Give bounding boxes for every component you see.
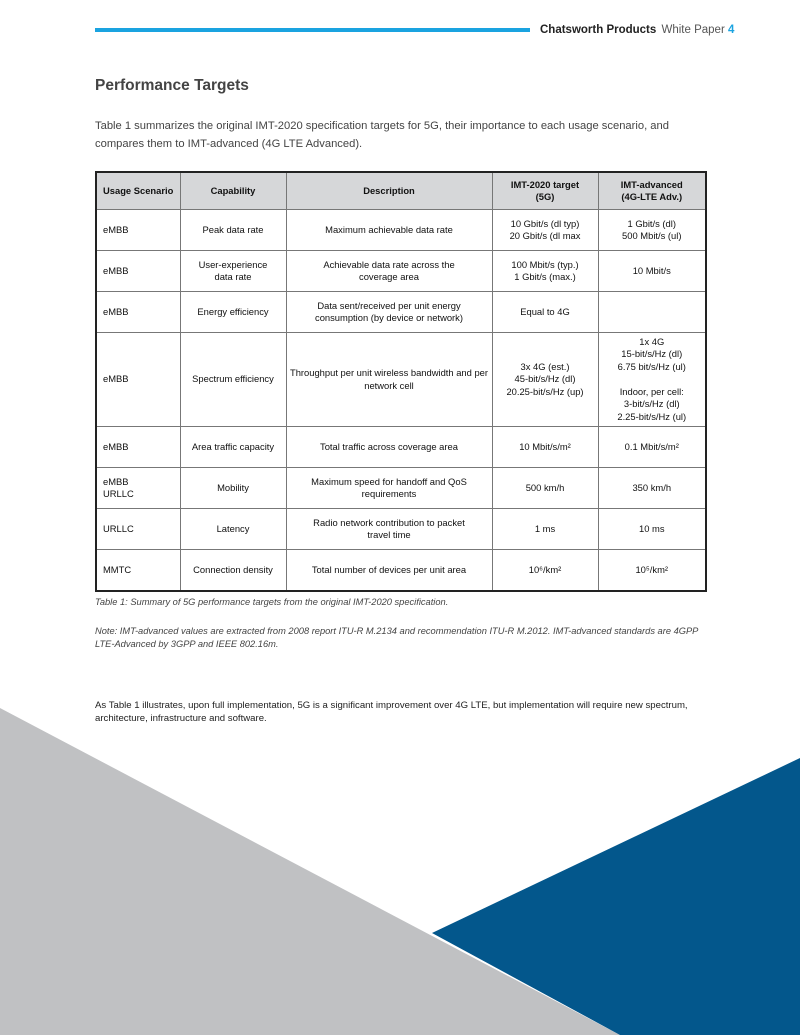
table-cell: 10 Mbit/s/m² xyxy=(492,427,598,468)
table-cell: Connection density xyxy=(180,550,286,592)
table-row xyxy=(96,292,706,333)
table-cell: 3x 4G (est.) 45-bit/s/Hz (dl) 20.25-bit/s/Hz (up) xyxy=(492,333,598,427)
table-cell: Data sent/received per unit energy consumption (by device or network) xyxy=(286,292,492,333)
table-cell: 500 km/h xyxy=(492,468,598,509)
table-row xyxy=(96,427,706,468)
table-cell: Latency xyxy=(180,509,286,550)
table-cell: eMBB xyxy=(96,251,180,292)
header-accent-rule xyxy=(95,28,530,32)
table-cell: 1x 4G 15-bit/s/Hz (dl) 6.75 bit/s/Hz (ul) Indoor, per cell: 3-bit/s/Hz (dl) 2.25-bit/s/Hz (ul) xyxy=(598,333,706,427)
table-cell: Radio network contribution to packet travel time xyxy=(286,509,492,550)
table-cell: eMBB xyxy=(96,427,180,468)
table-cell: Mobility xyxy=(180,468,286,509)
header-brand: Chatsworth Products xyxy=(540,24,657,36)
table-header-row xyxy=(96,172,706,210)
table-cell: URLLC xyxy=(96,509,180,550)
performance-targets-table xyxy=(95,171,707,592)
table-cell: 1 Gbit/s (dl) 500 Mbit/s (ul) xyxy=(598,210,706,251)
table-cell: 10 Mbit/s xyxy=(598,251,706,292)
conclusion-paragraph: As Table 1 illustrates, upon full implementation, 5G is a significant improvement over 4G LTE, but implementation will require new spectrum, architecture, infrastructure and software. xyxy=(95,700,688,724)
table-cell: Area traffic capacity xyxy=(180,427,286,468)
table-row xyxy=(96,251,706,292)
table-cell: Throughput per unit wireless bandwidth and per network cell xyxy=(286,333,492,427)
table-cell: eMBB xyxy=(96,333,180,427)
table-cell: User-experience data rate xyxy=(180,251,286,292)
table-cell: Equal to 4G xyxy=(492,292,598,333)
table-cell: eMBB xyxy=(96,292,180,333)
header-cell-description: Description xyxy=(286,172,492,210)
header-doc-kind: White Paper xyxy=(661,24,725,36)
table-cell: 10 Gbit/s (dl typ) 20 Gbit/s (dl max xyxy=(492,210,598,251)
table-cell: Total traffic across coverage area xyxy=(286,427,492,468)
table-note: Note: IMT-advanced values are extracted from 2008 report ITU-R M.2134 and recommendation ITU-R M.2012. IMT-advanced standards are 4GPP LTE-Advanced by 3GPP and IEEE 802.16m. xyxy=(95,626,699,649)
page-number: 4 xyxy=(728,24,735,36)
table-row xyxy=(96,468,706,509)
section-title: Performance Targets xyxy=(95,77,249,94)
table-row xyxy=(96,210,706,251)
table-cell: Energy efficiency xyxy=(180,292,286,333)
page-header xyxy=(540,22,740,38)
table-cell: Maximum speed for handoff and QoS requirements xyxy=(286,468,492,509)
table-cell: eMBB xyxy=(96,210,180,251)
intro-paragraph: Table 1 summarizes the original IMT-2020 specification targets for 5G, their importance to each usage scenario, and compares them to IMT-advanced (4G LTE Advanced). xyxy=(95,120,669,150)
table-cell: Maximum achievable data rate xyxy=(286,210,492,251)
table-caption: Table 1: Summary of 5G performance targets from the original IMT-2020 specification. xyxy=(95,597,449,607)
table-cell: 1 ms xyxy=(492,509,598,550)
table-row xyxy=(96,333,706,427)
table-cell xyxy=(598,292,706,333)
table-cell: eMBB URLLC xyxy=(96,468,180,509)
gray-triangle-shape xyxy=(0,708,620,1035)
table-cell: 10 ms xyxy=(598,509,706,550)
table-cell: Total number of devices per unit area xyxy=(286,550,492,592)
table-cell: Spectrum efficiency xyxy=(180,333,286,427)
table-cell: 100 Mbit/s (typ.) 1 Gbit/s (max.) xyxy=(492,251,598,292)
table-cell: Peak data rate xyxy=(180,210,286,251)
table-cell: 10⁵/km² xyxy=(598,550,706,592)
table-cell: 0.1 Mbit/s/m² xyxy=(598,427,706,468)
table-cell: 350 km/h xyxy=(598,468,706,509)
header-cell-capability: Capability xyxy=(180,172,286,210)
table-cell: MMTC xyxy=(96,550,180,592)
table-cell: Achievable data rate across the coverage area xyxy=(286,251,492,292)
performance-table-container xyxy=(95,171,705,592)
header-cell-usage-scenario: Usage Scenario xyxy=(96,172,180,210)
header-cell-imt-advanced: IMT-advanced (4G-LTE Adv.) xyxy=(598,172,706,210)
table-cell: 10⁶/km² xyxy=(492,550,598,592)
header-cell-imt2020: IMT-2020 target (5G) xyxy=(492,172,598,210)
table-row xyxy=(96,509,706,550)
table-row xyxy=(96,550,706,592)
